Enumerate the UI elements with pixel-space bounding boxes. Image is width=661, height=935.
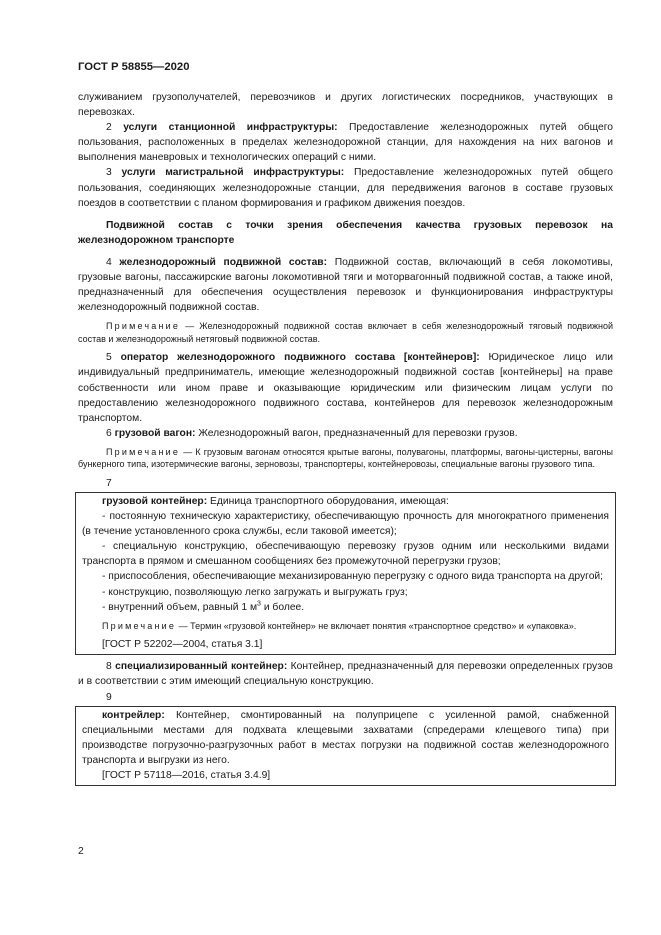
note-6: Примечание — К грузовым вагонам относятся крытые вагоны, полувагоны, платформы, вагоны-цистерны, вагоны бункерного типа, изотермические вагоны, зерновозы, транспортеры, контейнеровозы, специальные вагоны грузового типа. [78,446,613,470]
term-7-note: Примечание — Термин «грузовой контейнер» не включает понятия «транспортное средство» и «упаковка». [102,620,577,631]
term-7-definition: грузовой контейнер: Единица транспортного оборудования, имеющая: [102,495,449,507]
term-7-reference: [ГОСТ Р 52202—2004, статья 3.1] [102,639,263,651]
term-2: 2 услуги станционной инфраструктуры: Предоставление железнодорожных путей общего пользования, расположенных в пределах железнодорожной станции, для нахождения на них вагонов и выполнения маневровых и технологических операций с ними. [78,122,613,164]
term-7-bullet: - конструкцию, позволяющую легко загружать и выгружать груз; [102,586,408,598]
term-9-reference: [ГОСТ Р 57118—2016, статья 3.4.9] [102,769,271,781]
intro-paragraph: служиванием грузополучателей, перевозчиков и других логистических посредников, участвующих в перевозках. [78,92,613,119]
term-7-number: 7 [106,477,112,489]
document-header: ГОСТ Р 58855—2020 [78,61,190,73]
term-9-definition: контрейлер: Контейнер, смонтированный на полуприцепе с усиленной рамой, снабженной специальными местами для подхвата клещевыми захватами (спредерами клещевого типа) при производстве погрузочно-разгрузочных работ в местах погрузки на подвижной состав железнодорожного транспорта и выгрузки из него. [82,709,609,766]
term-7-bullet: - постоянную техническую характеристику, обеспечивающую прочность для многократного применения (в течение установленного срока службы, если таковой имеется); [82,511,609,538]
term-4: 4 железнодорожный подвижной состав: Подвижной состав, включающий в себя локомотивы, грузовые вагоны, пассажирские вагоны локомотивной тяги и моторвагонный подвижной состав, а также иной, предназначенный для обеспечения осуществления перевозок и функционирования инфраструктуры железнодорожный подвижной состав. [78,256,613,314]
term-7-bullet: - приспособления, обеспечивающие механизированную перегрузку с одного вида транспорта на другой; [102,571,604,583]
page-content [78,90,613,786]
section-heading: Подвижной состав с точки зрения обеспечения качества грузовых перевозок на железнодорожном транспорте [78,219,613,246]
note-4: Примечание — Железнодорожный подвижной состав включает в себя железнодорожный тяговый подвижной состав и железнодорожный нетяговый подвижной состав. [78,321,613,344]
page-number: 2 [78,846,84,857]
term-8: 8 специализированный контейнер: Контейнер, предназначенный для перевозки определенных грузов и в соответствии с этим имеющий специальную конструкцию. [78,661,613,688]
term-9-box [75,706,616,786]
term-7-box [75,492,616,655]
term-3: 3 услуги магистральной инфраструктуры: Предоставление железнодорожных путей общего пользования, соединяющих железнодорожные станции, для передвижения вагонов в составе грузовых поездов в соответствии с планом формирования и графиком движения поездов. [78,167,613,209]
term-6: 6 грузовой вагон: Железнодорожный вагон, предназначенный для перевозки грузов. [106,427,518,439]
term-5: 5 оператор железнодорожного подвижного состава [контейнеров]: Юридическое лицо или индивидуальный предприниматель, имеющие железнодорожный подвижной состав [контейнеры] на праве собственности или ином праве и оказывающие юридическим или физическим лицам услуги по предоставлению железнодорожного подвижного состава, контейнеров для перевозок железнодорожным транспортом. [78,352,613,424]
term-7-bullet: - специальную конструкцию, обеспечивающую перевозку грузов одним или несколькими видами транспорта в прямом и смешанном сообщениях без промежуточной перегрузки грузов; [82,541,609,568]
term-7-bullet: - внутренний объем, равный 1 $м^3$ и более. [102,600,305,613]
term-9-number: 9 [106,691,112,703]
